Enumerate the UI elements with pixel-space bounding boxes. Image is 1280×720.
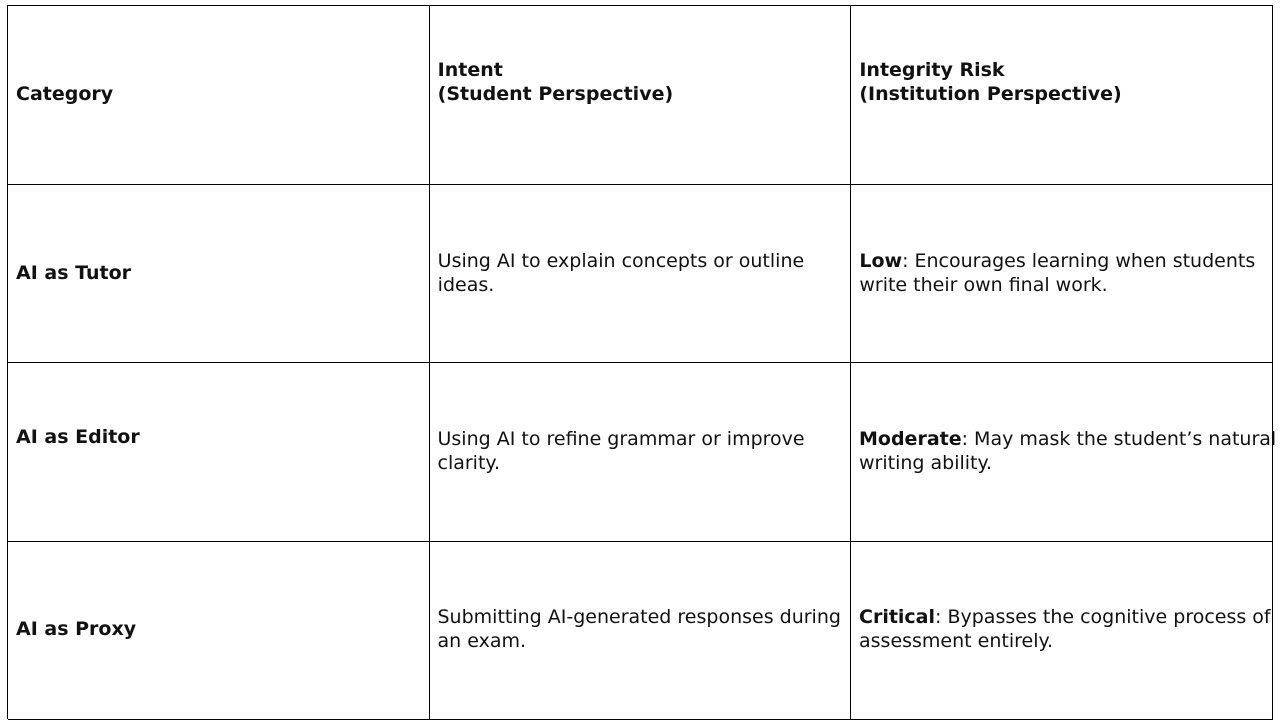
- intent-cell: [430, 363, 852, 542]
- header-cell-intent: [430, 6, 852, 185]
- category-label: AI as Editor: [16, 426, 140, 448]
- intent-text-line2: an exam.: [437, 629, 527, 652]
- intent-text-line1: Using AI to explain concepts or outline: [437, 249, 805, 272]
- risk-level-label: Moderate: [859, 428, 962, 450]
- risk-cell: [851, 185, 1273, 364]
- intent-text-line1: Submitting AI-generated responses during: [437, 605, 841, 628]
- header-intent-sublabel: (Student Perspective): [437, 83, 674, 105]
- risk-description-start: : Encourages learning when students: [902, 249, 1256, 272]
- risk-level-label: Low: [859, 249, 903, 272]
- risk-text-line1: [859, 249, 1264, 273]
- risk-description-start: : May mask the student’s natural: [961, 428, 1277, 450]
- risk-text-line2: write their own final work.: [859, 273, 1108, 296]
- table-row: [8, 542, 1273, 720]
- intent-text-line1: Using AI to refine grammar or improve: [437, 428, 805, 450]
- category-cell: [8, 185, 430, 364]
- table-row: [8, 363, 1277, 542]
- intent-cell: [430, 185, 852, 364]
- intent-text-line2: ideas.: [437, 273, 495, 296]
- risk-cell: [851, 542, 1273, 720]
- risk-description-start: : Bypasses the cognitive process of: [935, 605, 1271, 628]
- intent-text-line2: clarity.: [437, 452, 500, 474]
- table-row: [8, 185, 1273, 364]
- risk-cell: [851, 363, 1277, 542]
- header-risk-sublabel: (Institution Perspective): [859, 83, 1122, 105]
- risk-text-line1: [859, 427, 1277, 451]
- integrity-risk-table: [7, 5, 1277, 719]
- header-cell-category: [8, 6, 430, 185]
- table-header-row: [8, 6, 1273, 185]
- risk-level-label: Critical: [859, 605, 936, 628]
- category-cell: [8, 363, 430, 542]
- header-category-label: Category: [16, 83, 114, 105]
- risk-text-line1: [859, 605, 1271, 629]
- header-risk-label: Integrity Risk: [859, 59, 1005, 81]
- category-label: AI as Tutor: [16, 261, 132, 284]
- intent-cell: [430, 542, 852, 720]
- category-cell: [8, 542, 430, 720]
- risk-text-line2: assessment entirely.: [859, 629, 1054, 652]
- risk-text-line2: writing ability.: [859, 452, 993, 474]
- header-intent-label: Intent: [437, 59, 503, 81]
- category-label: AI as Proxy: [16, 617, 137, 640]
- header-cell-risk: [851, 6, 1273, 185]
